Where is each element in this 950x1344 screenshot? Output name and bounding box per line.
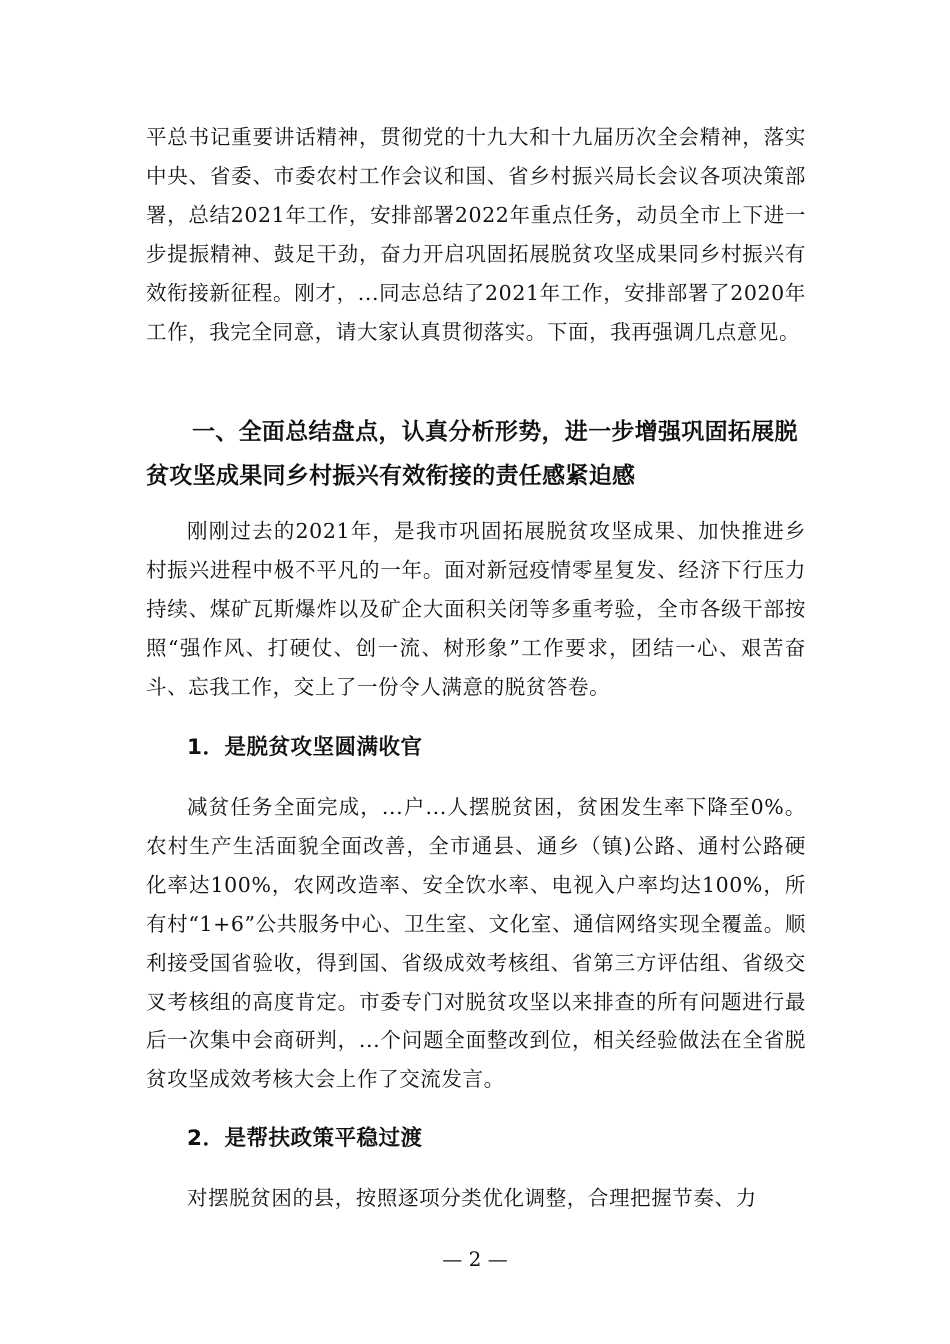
section-heading-1: 一、全面总结盘点，认真分析形势，进一步增强巩固拓展脱贫攻坚成果同乡村振兴有效衔接的责任感紧迫感 [146, 419, 798, 489]
subheading-1: 1．是脱贫攻坚圆满收官 [187, 735, 423, 760]
body-paragraph-policy-transition: 对摆脱贫困的县，按照逐项分类优化调整，合理把握节奏、力 [187, 1186, 757, 1210]
body-paragraph-review: 刚刚过去的2021年，是我市巩固拓展脱贫攻坚成果、加快推进乡村振兴进程中极不平凡的一年。面对新冠疫情零星复发、经济下行压力持续、煤矿瓦斯爆炸以及矿企大面积关闭等多重考验，全市各级干部按照“强作风、打硬仗、创一流、树形象”工作要求，团结一心、艰苦奋斗、忘我工作，交上了一份令人满意的脱贫答卷。 [146, 519, 806, 699]
body-paragraph-poverty-alleviation: 减贫任务全面完成，...户...人摆脱贫困，贫困发生率下降至0%。农村生产生活面貌全面改善，全市通县、通乡（镇)公路、通村公路硬化率达100%，农网改造率、安全饮水率、电视入户率均达100%，所有村“1+6”公共服务中心、卫生室、文化室、通信网络实现全覆盖。顺利接受国省验收，得到国、省级成效考核组、省第三方评估组、省级交叉考核组的高度肯定。市委专门对脱贫攻坚以来排查的所有问题进行最后一次集中会商研判，...个问题全面整改到位，相关经验做法在全省脱贫攻坚成效考核大会上作了交流发言。 [146, 795, 806, 1092]
body-paragraph-opening: 平总书记重要讲话精神，贯彻党的十九大和十九届历次全会精神，落实中央、省委、市委农村工作会议和国、省乡村振兴局长会议各项决策部署，总结2021年工作，安排部署2022年重点任务，动员全市上下进一步提振精神、鼓足干劲，奋力开启巩固拓展脱贫攻坚成果同乡村振兴有效衔接新征程。刚才，...同志总结了2021年工作，安排部署了2020年工作，我完全同意，请大家认真贯彻落实。下面，我再强调几点意见。 [146, 125, 806, 344]
subheading-2: 2．是帮扶政策平稳过渡 [187, 1126, 423, 1151]
page-number: — 2 — [442, 1247, 508, 1271]
